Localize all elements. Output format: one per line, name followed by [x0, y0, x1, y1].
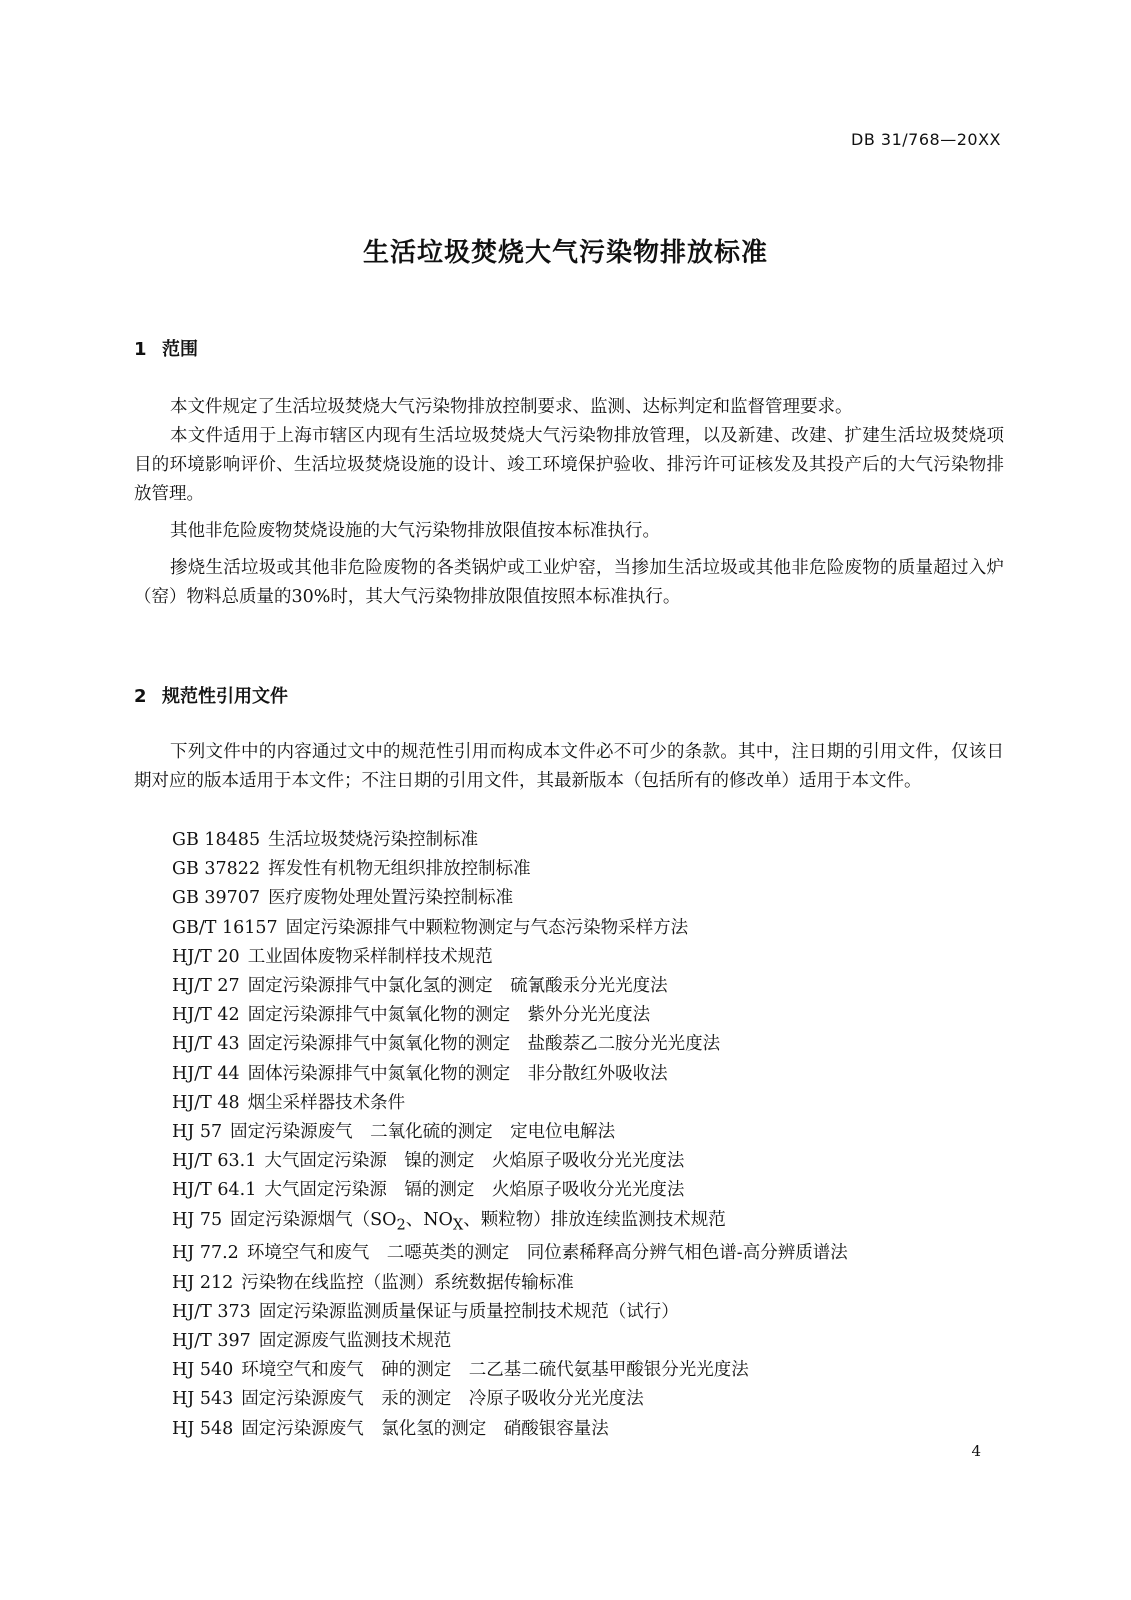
reference-code: GB 39707	[172, 888, 261, 909]
reference-item	[172, 1001, 848, 1030]
reference-title: 固定污染源排气中氮氧化物的测定 紫外分光光度法	[247, 1005, 651, 1026]
reference-title-part: 固定污染源烟气（SO	[230, 1209, 397, 1230]
subscript: X	[452, 1216, 464, 1234]
reference-code: HJ/T 44	[172, 1063, 240, 1084]
reference-title: 大气固定污染源 镉的测定 火焰原子吸收分光光度法	[264, 1180, 685, 1201]
reference-title: 生活垃圾焚烧污染控制标准	[268, 830, 479, 850]
reference-item	[172, 972, 848, 1001]
reference-item	[172, 1239, 848, 1268]
reference-title: 环境空气和废气 砷的测定 二乙基二硫代氨基甲酸银分光光度法	[241, 1360, 749, 1381]
reference-list	[172, 826, 848, 1444]
section-1-number: 1	[134, 339, 147, 360]
reference-title: 固定污染源排气中氯化氢的测定 硫氰酸汞分光光度法	[247, 976, 668, 997]
reference-item	[172, 1356, 848, 1385]
reference-title: 固体污染源排气中氮氧化物的测定 非分散红外吸收法	[247, 1063, 668, 1084]
reference-code: HJ 540	[172, 1360, 234, 1381]
reference-title: 固定污染源排气中颗粒物测定与气态污染物采样方法	[285, 917, 689, 938]
reference-title: 烟尘采样器技术条件	[247, 1092, 406, 1113]
reference-item	[172, 1147, 848, 1176]
reference-code: HJ 212	[172, 1272, 234, 1293]
reference-code: HJ/T 63.1	[172, 1151, 257, 1172]
reference-title: 固定源废气监测技术规范	[258, 1330, 452, 1351]
section-1-heading	[134, 335, 198, 361]
reference-item	[172, 826, 848, 855]
reference-code: HJ/T 42	[172, 1005, 240, 1026]
reference-code: GB 37822	[172, 859, 261, 880]
reference-code: GB/T 16157	[172, 917, 278, 938]
reference-title: 固定污染源排气中氮氧化物的测定 盐酸萘乙二胺分光光度法	[247, 1034, 721, 1055]
reference-title: 工业固体废物采样制样技术规范	[247, 946, 493, 967]
reference-title: 大气固定污染源 镍的测定 火焰原子吸收分光光度法	[264, 1151, 685, 1172]
reference-item	[172, 1415, 848, 1444]
reference-title-part: 、NO	[405, 1209, 453, 1230]
page-number: 4	[971, 1442, 981, 1460]
section-1-paragraph: 掺烧生活垃圾或其他非危险废物的各类锅炉或工业炉窑，当掺加生活垃圾或其他非危险废物的质量超过入炉（窑）物料总质量的30%时，其大气污染物排放限值按照本标准执行。	[134, 558, 1004, 607]
reference-title: 固定污染源废气 二氧化硫的测定 定电位电解法	[230, 1122, 616, 1143]
reference-item	[172, 1269, 848, 1298]
reference-item	[172, 855, 848, 884]
reference-item	[172, 943, 848, 972]
reference-title: 环境空气和废气 二噁英类的测定 同位素稀释高分辨气相色谱-高分辨质谱法	[246, 1243, 848, 1264]
section-1-body	[134, 393, 1004, 612]
section-2-title: 规范性引用文件	[162, 686, 288, 707]
reference-code: GB 18485	[172, 830, 261, 850]
reference-title: 挥发性有机物无组织排放控制标准	[268, 859, 531, 880]
reference-item	[172, 1176, 848, 1205]
reference-code: HJ 77.2	[172, 1243, 239, 1264]
section-2-intro-paragraph: 下列文件中的内容通过文中的规范性引用而构成本文件必不可少的条款。其中，注日期的引用文件，仅该日期对应的版本适用于本文件；不注日期的引用文件，其最新版本（包括所有的修改单）适用于本文件。	[134, 742, 1004, 791]
reference-code: HJ 75	[172, 1209, 223, 1230]
reference-item	[172, 1089, 848, 1118]
section-1-paragraph: 其他非危险废物焚烧设施的大气污染物排放限值按本标准执行。	[170, 521, 660, 541]
section-1-paragraph: 本文件适用于上海市辖区内现有生活垃圾焚烧大气污染物排放管理，以及新建、改建、扩建生活垃圾焚烧项目的环境影响评价、生活垃圾焚烧设施的设计、竣工环境保护验收、排污许可证核发及其投产后的大气污染物排放管理。	[134, 426, 1004, 504]
reference-item	[172, 884, 848, 913]
subscript: 2	[396, 1216, 406, 1234]
document-title: 生活垃圾焚烧大气污染物排放标准	[362, 238, 768, 268]
reference-item	[172, 914, 848, 943]
section-1-title: 范围	[162, 339, 198, 360]
reference-code: HJ/T 373	[172, 1301, 251, 1322]
reference-code: HJ 548	[172, 1418, 234, 1439]
reference-title: 医疗废物处理处置污染控制标准	[268, 888, 514, 909]
reference-title: 固定污染源废气 汞的测定 冷原子吸收分光光度法	[241, 1389, 644, 1410]
reference-item	[172, 1206, 848, 1240]
reference-title: 固定污染源监测质量保证与质量控制技术规范（试行）	[258, 1301, 679, 1322]
reference-code: HJ/T 20	[172, 946, 240, 967]
reference-title: 固定污染源废气 氯化氢的测定 硝酸银容量法	[241, 1418, 609, 1439]
reference-item	[172, 1298, 848, 1327]
reference-code: HJ/T 64.1	[172, 1180, 257, 1201]
reference-code: HJ 543	[172, 1389, 234, 1410]
reference-item	[172, 1327, 848, 1356]
standard-code: DB 31/768—20XX	[851, 130, 1001, 149]
reference-item	[172, 1118, 848, 1147]
reference-code: HJ/T 397	[172, 1330, 251, 1351]
reference-item	[172, 1030, 848, 1059]
reference-code: HJ/T 27	[172, 976, 240, 997]
section-2-heading	[134, 682, 288, 708]
reference-code: HJ/T 43	[172, 1034, 240, 1055]
reference-item	[172, 1385, 848, 1414]
reference-code: HJ/T 48	[172, 1092, 240, 1113]
reference-title: 污染物在线监控（监测）系统数据传输标准	[241, 1272, 574, 1293]
reference-title-part: 、颗粒物）排放连续监测技术规范	[463, 1209, 726, 1230]
reference-item	[172, 1060, 848, 1089]
section-2-number: 2	[134, 686, 147, 707]
reference-code: HJ 57	[172, 1122, 223, 1143]
section-2-intro	[134, 738, 1004, 796]
section-1-paragraph: 本文件规定了生活垃圾焚烧大气污染物排放控制要求、监测、达标判定和监督管理要求。	[170, 397, 853, 417]
